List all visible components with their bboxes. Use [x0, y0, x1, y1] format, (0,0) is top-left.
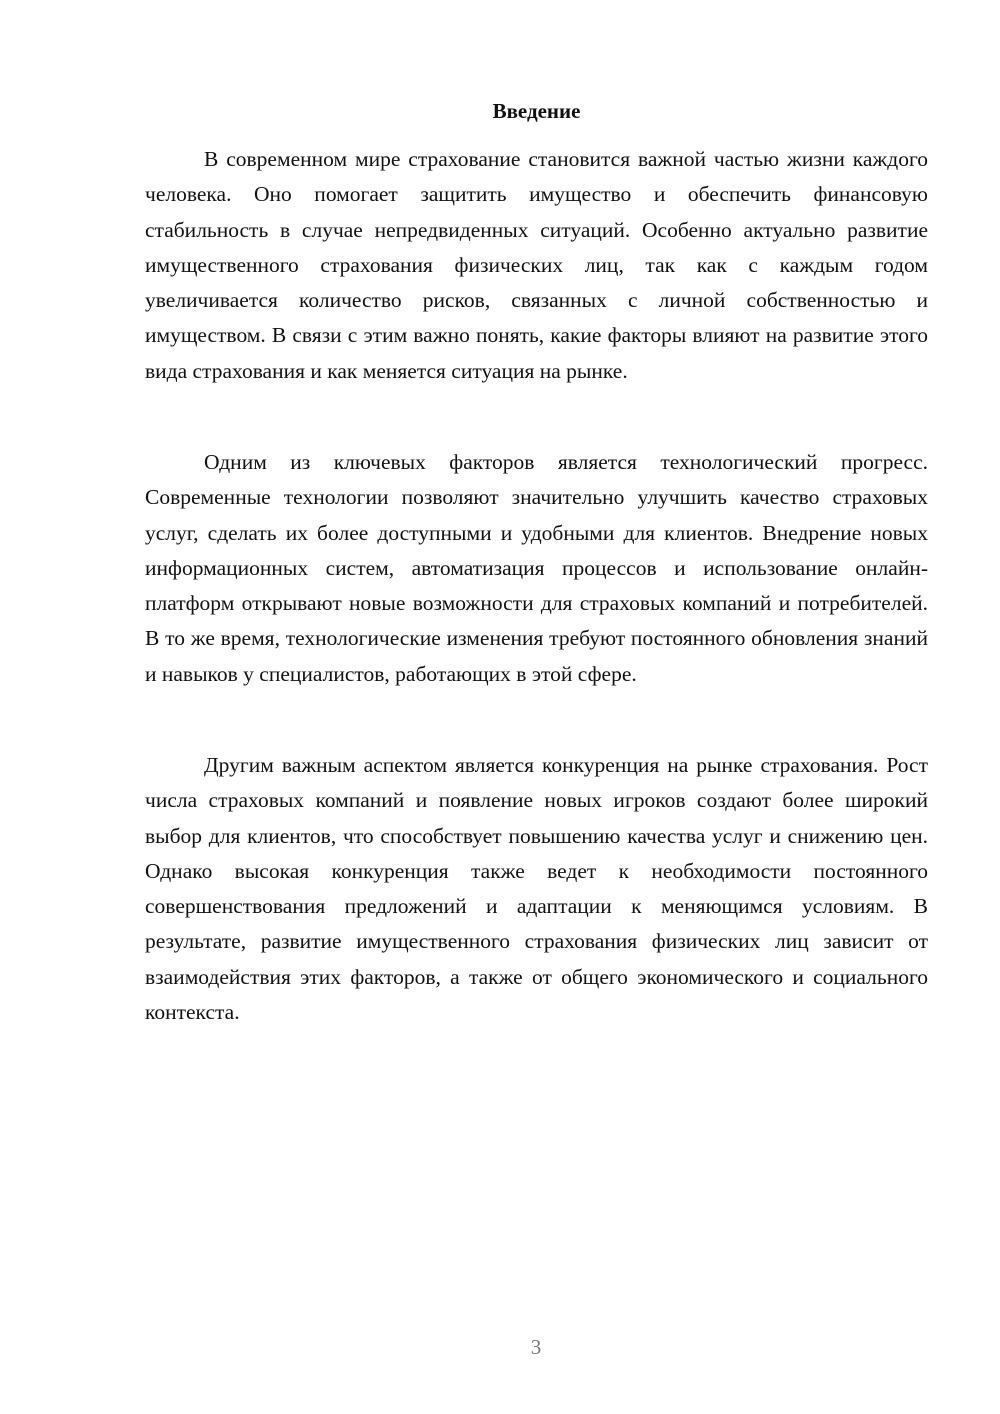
page-number: 3	[530, 1335, 542, 1359]
section-title: Введение	[492, 99, 581, 123]
paragraph-3: Другим важным аспектом является конкуренция на рынке страхования. Рост числа страховых компаний и появление новых игроков создают более широкий выбор для клиентов, что способствует повышению качества услуг и снижению цен. Однако высокая конкуренция также ведет к необходимости постоянного совершенствования предложений и адаптации к меняющимся условиям. В результате, развитие имущественного страхования физических лиц зависит от взаимодействия этих факторов, а также от общего экономического и социального контекста.	[145, 753, 928, 1025]
paragraph-2: Одним из ключевых факторов является технологический прогресс. Современные технологии позволяют значительно улучшить качество страховых услуг, сделать их более доступными и удобными для клиентов. Внедрение новых информационных систем, автоматизация процессов и использование онлайн-платформ открывают новые возможности для страховых компаний и потребителей. В то же время, технологические изменения требуют постоянного обновления знаний и навыков у специалистов, работающих в этой сфере.	[145, 450, 928, 686]
paragraph-1: В современном мире страхование становится важной частью жизни каждого человека. Оно помогает защитить имущество и обеспечить финансовую стабильность в случае непредвиденных ситуаций. Особенно актуально развитие имущественного страхования физических лиц, так как с каждым годом увеличивается количество рисков, связанных с личной собственностью и имуществом. В связи с этим важно понять, какие факторы влияют на развитие этого вида страхования и как меняется ситуация на рынке.	[145, 147, 928, 383]
